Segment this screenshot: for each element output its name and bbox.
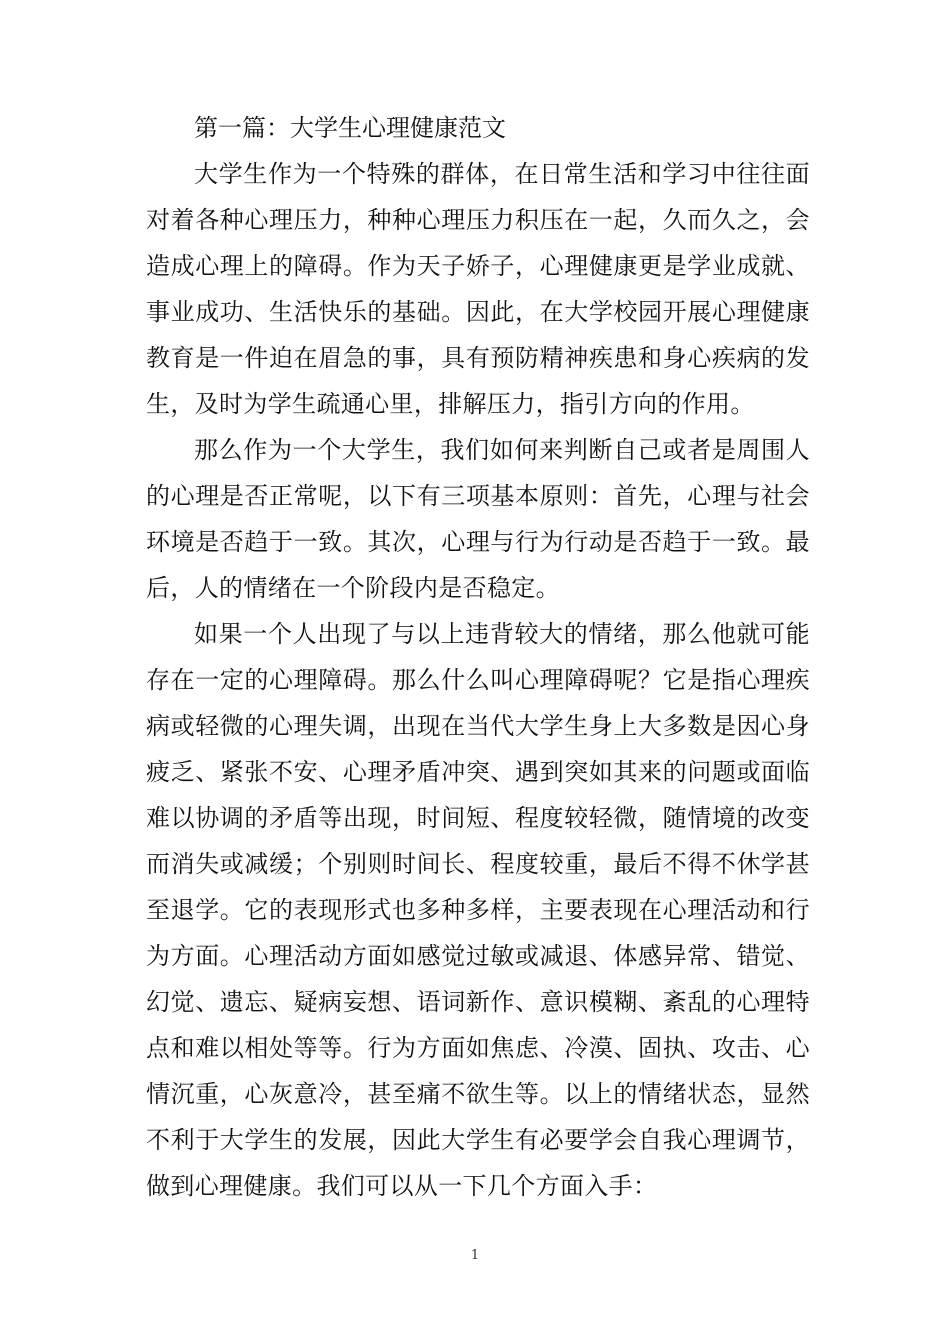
document-body (146, 105, 810, 1209)
paragraph-criteria: 那么作为一个大学生，我们如何来判断自己或者是周围人的心理是否正常呢，以下有三项基本原则：首先，心理与社会环境是否趋于一致。其次，心理与行为行动是否趋于一致。最后，人的情绪在一个阶段内是否稳定。 (146, 436, 810, 602)
document-title: 第一篇：大学生心理健康范文 (194, 114, 506, 142)
page-number: 1 (470, 1248, 480, 1263)
paragraph-intro: 大学生作为一个特殊的群体，在日常生活和学习中往往面对着各种心理压力，种种心理压力积压在一起，久而久之，会造成心理上的障碍。作为天子娇子，心理健康更是学业成就、事业成功、生活快乐的基础。因此，在大学校园开展心理健康教育是一件迫在眉急的事，具有预防精神疾患和身心疾病的发生，及时为学生疏通心里，排解压力，指引方向的作用。 (146, 160, 810, 418)
paragraph-disorders: 如果一个人出现了与以上违背较大的情绪，那么他就可能存在一定的心理障碍。那么什么叫心理障碍呢？它是指心理疾病或轻微的心理失调，出现在当代大学生身上大多数是因心身疲乏、紧张不安、心理矛盾冲突、遇到突如其来的问题或面临难以协调的矛盾等出现，时间短、程度较轻微，随情境的改变而消失或减缓；个别则时间长、程度较重，最后不得不休学甚至退学。它的表现形式也多种多样，主要表现在心理活动和行为方面。心理活动方面如感觉过敏或减退、体感异常、错觉、幻觉、遗忘、疑病妄想、语词新作、意识模糊、紊乱的心理特点和难以相处等等。行为方面如焦虑、冷漠、固执、攻击、心情沉重，心灰意冷，甚至痛不欲生等。以上的情绪状态，显然不利于大学生的发展，因此大学生有必要学会自我心理调节，做到心理健康。我们可以从一下几个方面入手： (146, 620, 810, 1200)
